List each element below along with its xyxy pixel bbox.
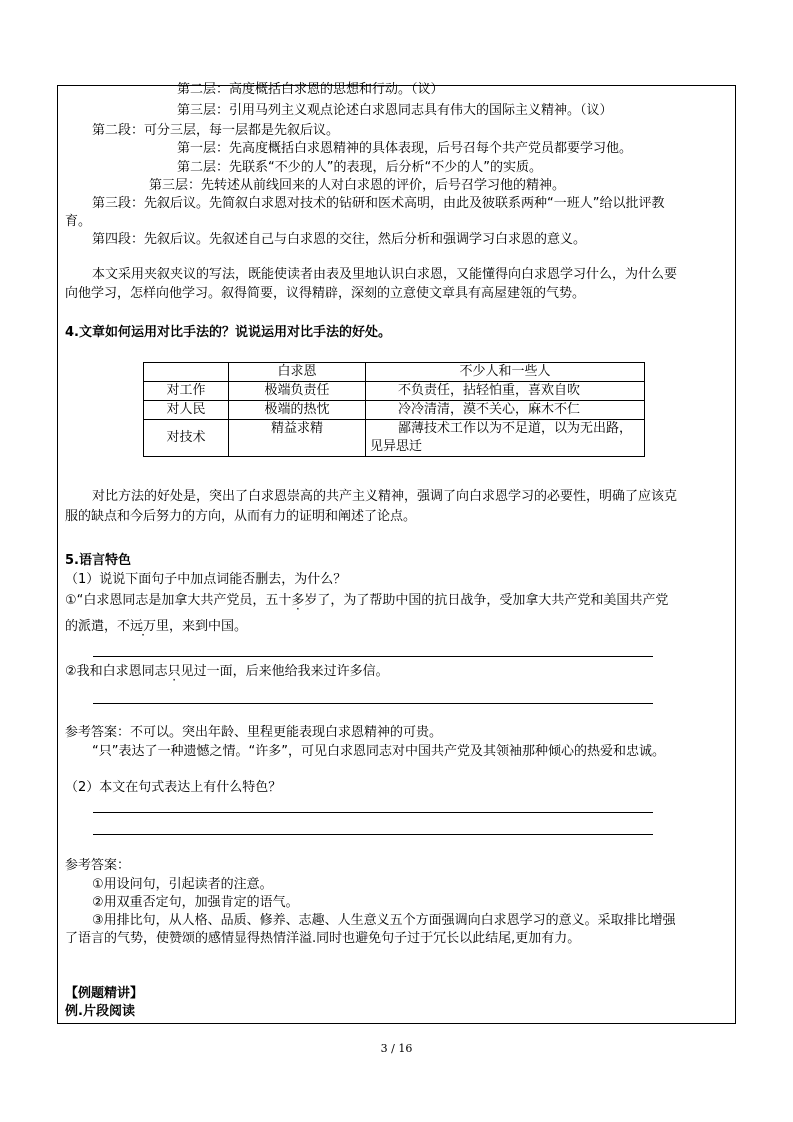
table-cell: 精益求精	[229, 420, 366, 457]
text: 见过一面，后来他给我来过许多信。	[180, 664, 389, 679]
table-row	[144, 363, 645, 382]
summary-paragraph: 向他学习，怎样向他学习。叙得简要，议得精辟，深刻的立意使文章具有高屋建瓴的气势。	[65, 286, 586, 301]
q4-heading: 4.文章如何运用对比手法的？说说运用对比手法的好处。	[65, 325, 391, 340]
q4-answer: 服的缺点和今后努力的方向，从而有力的证明和阐述了论点。	[65, 509, 417, 524]
ref-answer-2a: ①用设问句，引起读者的注意。	[92, 877, 273, 892]
cell-line: 见异思迁	[370, 439, 423, 454]
answer-line	[93, 812, 653, 813]
dotted-text: 五十多岁了 ·	[265, 593, 330, 608]
table-cell: 对工作	[144, 382, 229, 401]
ref-answer-2: 参考答案：	[65, 858, 131, 873]
table-cell	[366, 420, 645, 457]
table-cell: 白求恩	[229, 363, 366, 382]
table-row	[144, 420, 645, 457]
sentence-2	[65, 663, 389, 681]
ref-answer-2c: ③用排比句，从人格、品质、修养、志趣、人生意义五个方面强调向白求恩学习的意义。采取排比增强	[92, 913, 676, 928]
answer-line	[93, 656, 653, 657]
table-cell: 不负责任，拈轻怕重，喜欢自吹	[366, 382, 645, 401]
structure-line: 第三层：先转述从前线回来的人对白求恩的评价，后号召学习他的精神。	[149, 178, 566, 193]
ref-answer-1: 参考答案：不可以。突出年龄、里程更能表现白求恩精神的可贵。	[65, 725, 443, 740]
text: 的派遣，	[65, 619, 118, 634]
answer-line	[93, 834, 653, 835]
q5-sub2: （2）本文在句式表达上有什么特色？	[65, 780, 282, 795]
structure-line: 第二层：高度概括白求恩的思想和行动。（议）	[177, 82, 444, 97]
text: ，为了帮助中国的抗日战争，受加拿大共产党和美国共产党	[330, 593, 669, 608]
structure-line: 第四段：先叙后议。先叙述自己与白求恩的交往，然后分析和强调学习白求恩的意义。	[92, 232, 587, 247]
q4-answer: 对比方法的好处是，突出了白求恩崇高的共产主义精神，强调了向白求恩学习的必要性，明确了应该克	[92, 489, 678, 504]
table-cell: 对人民	[144, 401, 229, 420]
comparison-table	[143, 362, 645, 457]
text: ，来到中国。	[169, 619, 248, 634]
ref-answer-2b: ②用双重否定句，加强肯定的语气。	[92, 895, 299, 910]
example-title: 【例题精讲】	[65, 986, 144, 1001]
structure-line: 第三层：引用马列主义观点论述白求恩同志具有伟大的国际主义精神。（议）	[177, 103, 613, 118]
dotted-text: 不远万里	[117, 619, 170, 634]
table-cell: 极端的热忱	[229, 401, 366, 420]
dotted-text: 只	[167, 664, 181, 679]
page-number: 3 / 16	[380, 1042, 413, 1055]
sentence-1-cont	[65, 618, 247, 636]
q5-heading: 5.语言特色	[65, 553, 131, 568]
table-cell	[144, 363, 229, 382]
example-sub: 例.片段阅读	[65, 1004, 135, 1019]
table-cell: 对技术	[144, 420, 229, 457]
text: ①“白求恩同志是加拿大共产党员，	[65, 593, 266, 608]
ref-answer-2d: 了语言的气势，使赞颂的感情显得热情洋溢.同时也避免句子过于冗长以此结尾,更加有力。	[65, 931, 581, 946]
summary-paragraph: 本文采用夹叙夹议的写法，既能使读者由表及里地认识白求恩，又能懂得向白求恩学习什么，为什么要	[92, 267, 678, 282]
table-row	[144, 382, 645, 401]
structure-line: 第一层：先高度概括白求恩精神的具体表现，后号召每个共产党员都要学习他。	[177, 141, 633, 156]
text: ②我和白求恩同志	[65, 664, 168, 679]
table-cell: 不少人和一些人	[366, 363, 645, 382]
table-cell: 冷冷清清，漠不关心，麻木不仁	[366, 401, 645, 420]
q5-sub1: （1）说说下面句子中加点词能否删去，为什么？	[65, 572, 347, 587]
structure-line: 第二段：可分三层，每一层都是先叙后议。	[92, 123, 340, 138]
table-row	[144, 401, 645, 420]
structure-line: 第三段：先叙后议。先简叙白求恩对技术的钻研和医术高明，由此及彼联系两种“一班人”给以批评教	[92, 196, 665, 211]
ref-answer-1b: “只”表达了一种遗憾之情。“许多”，可见白求恩同志对中国共产党及其领袖那种倾心的热爱和忠诚。	[92, 744, 665, 759]
structure-line: 育。	[65, 214, 92, 229]
cell-line: 鄙薄技术工作以为不足道，以为无出路，	[398, 421, 633, 436]
table-cell: 极端负责任	[229, 382, 366, 401]
answer-line	[93, 703, 653, 704]
structure-line: 第二层：先联系“不少的人”的表现，后分析“不少的人”的实质。	[177, 160, 542, 175]
sentence-1	[65, 592, 668, 610]
